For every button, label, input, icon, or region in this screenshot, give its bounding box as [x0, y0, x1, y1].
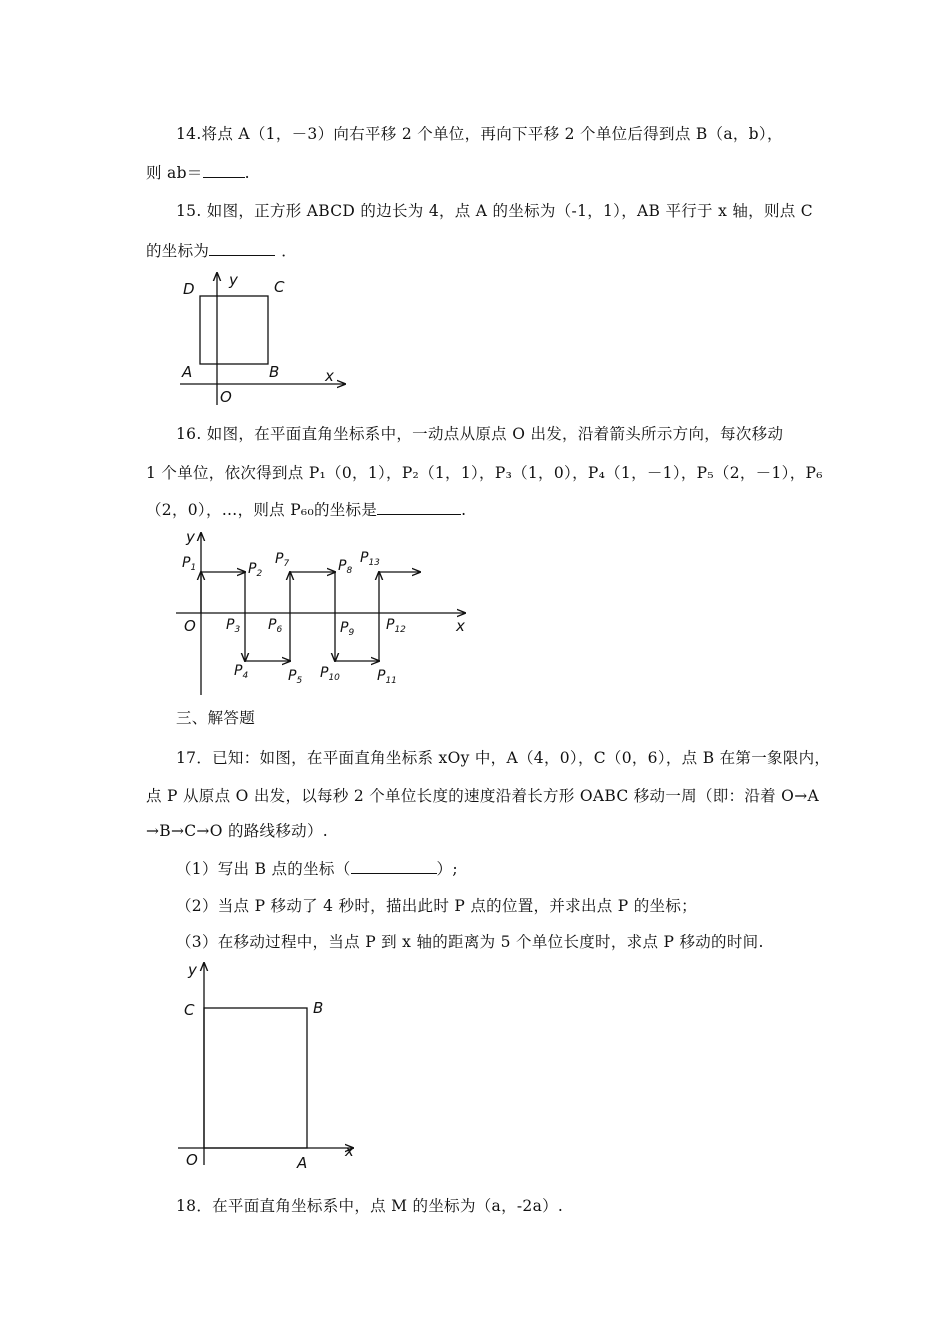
q14-answer-blank[interactable] [203, 162, 245, 178]
q16-label-p2: $P_2$ [248, 561, 263, 579]
q16-line-3-suffix: . [461, 501, 467, 519]
q17-part-2: （2）当点 P 移动了 4 秒时，描出此时 P 点的位置，并求出点 P 的坐标； [176, 897, 697, 915]
q17-part-3: （3）在移动过程中，当点 P 到 x 轴的距离为 5 个单位长度时，求点 P 移动的时间. [176, 933, 764, 951]
q14-line-2-suffix: . [244, 164, 250, 182]
q16-label-p6: $P_6$ [268, 617, 283, 635]
q16-label-p8: $P_8$ [338, 558, 353, 576]
q16-label-p13: $P_{13}$ [360, 550, 380, 568]
q17-label-x: x [345, 1142, 354, 1160]
q17-line-3: →B→C→O 的路线移动）. [146, 822, 328, 840]
q17-part-1-suffix: ）; [436, 860, 458, 878]
q16-label-p5: $P_5$ [288, 668, 303, 686]
q15-line-2-suffix: ． [281, 242, 298, 260]
q15-answer-blank[interactable] [209, 240, 275, 256]
section-3-heading: 三、解答题 [176, 709, 256, 727]
q15-label-c: C [274, 278, 285, 296]
q15-label-a: A [182, 363, 193, 381]
q17-label-o: O [186, 1151, 198, 1169]
q14-line-2 [146, 162, 250, 183]
q16-label-p11: $P_{11}$ [377, 668, 397, 686]
q15-line-1: 15. 如图，正方形 ABCD 的边长为 4，点 A 的坐标为（-1，1），AB 平行于 x 轴，则点 C [176, 202, 813, 220]
q17-rectangle-figure [170, 955, 370, 1170]
q17-part-1-prefix: （1）写出 B 点的坐标（ [176, 860, 351, 878]
q15-label-d: D [183, 280, 195, 298]
q17-line-2: 点 P 从原点 O 出发，以每秒 2 个单位长度的速度沿着长方形 OABC 移动一周（即：沿着 O→A [146, 787, 819, 805]
q16-label-p3: $P_3$ [226, 617, 241, 635]
q14-line-2-prefix: 则 ab＝ [146, 164, 203, 182]
q17-label-c: C [184, 1001, 195, 1019]
q16-label-y: y [186, 528, 195, 546]
q16-answer-blank[interactable] [377, 499, 461, 515]
q16-line-2: 1 个单位，依次得到点 P₁（0，1），P₂（1，1），P₃（1，0），P₄（1，－1），P₅（2，－1），P₆ [146, 464, 823, 482]
q16-label-p4: $P_4$ [234, 663, 249, 681]
q16-path-figure [170, 525, 480, 700]
q16-label-o: O [184, 617, 196, 635]
q14-line-1: 14.将点 A（1，－3）向右平移 2 个单位，再向下平移 2 个单位后得到点 B（a，b）， [176, 125, 783, 143]
q15-label-x: x [325, 367, 334, 385]
q17-label-y: y [188, 961, 197, 979]
q16-label-p12: $P_{12}$ [386, 617, 406, 635]
q17-answer-blank[interactable] [351, 858, 437, 874]
q17-label-b: B [313, 999, 324, 1017]
q16-line-1: 16. 如图，在平面直角坐标系中，一动点从原点 O 出发，沿着箭头所示方向，每次移动 [176, 425, 784, 443]
q15-line-2-prefix: 的坐标为 [146, 242, 210, 260]
q15-square-figure [170, 265, 360, 410]
q15-square [200, 296, 268, 364]
q15-label-o: O [220, 388, 232, 406]
q15-label-b: B [269, 363, 280, 381]
q16-label-p9: $P_9$ [340, 620, 355, 638]
q18-line-1: 18．在平面直角坐标系中，点 M 的坐标为（a，-2a）. [176, 1197, 564, 1215]
q16-line-3-prefix: （2，0），…，则点 P₆₀的坐标是 [146, 501, 378, 519]
q16-line-3 [146, 499, 466, 520]
q17-part-1 [176, 858, 458, 879]
q16-label-p1: $P_1$ [182, 555, 197, 573]
q17-label-a: A [297, 1154, 308, 1170]
q16-point-labels [182, 550, 406, 686]
q15-label-y: y [229, 271, 238, 289]
q16-label-p7: $P_7$ [275, 551, 290, 569]
q17-rectangle [204, 1008, 307, 1148]
q16-label-x: x [456, 617, 465, 635]
q17-line-1: 17．已知：如图，在平面直角坐标系 xOy 中，A（4，0），C（0，6），点 B 在第一象限内， [176, 749, 831, 767]
q16-label-p10: $P_{10}$ [320, 665, 340, 683]
q15-line-2 [146, 240, 297, 261]
